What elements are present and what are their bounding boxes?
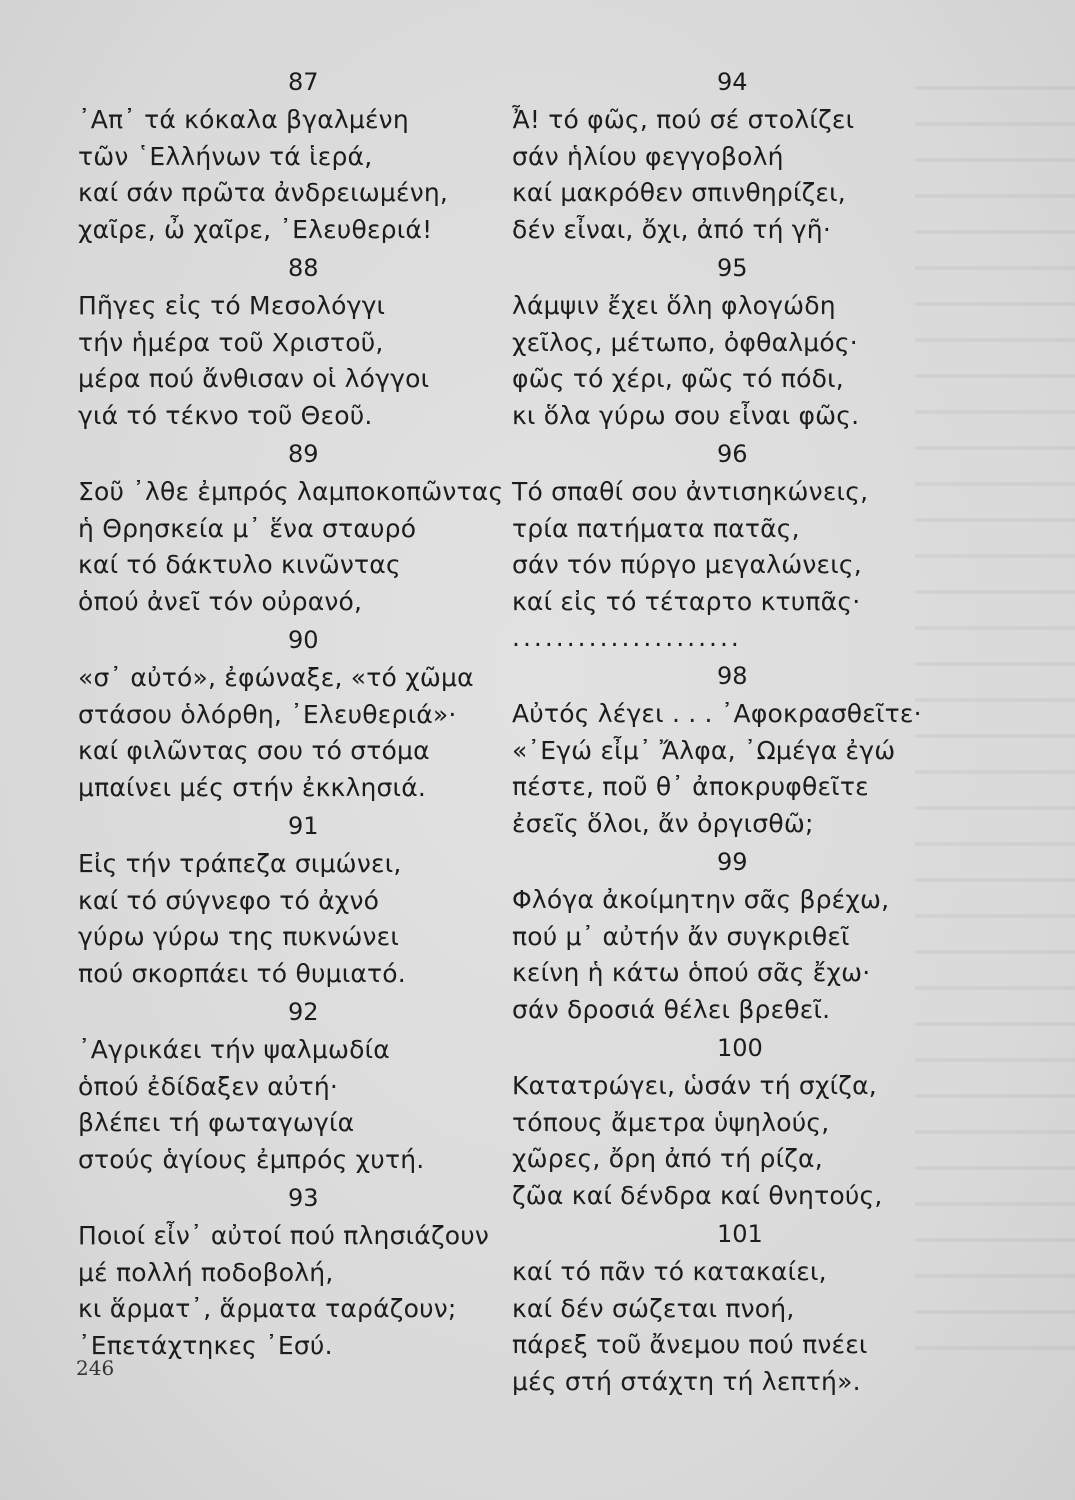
verse-line: κείνη ἡ κάτω ὁπού σᾶς ἔχω· (512, 958, 871, 987)
stanza-91 (78, 806, 498, 992)
verse-line: χεῖλος, μέτωπο, ὀφθαλμός· (512, 327, 858, 357)
stanza-88 (78, 248, 498, 434)
verse-line: Εἰς τήν τράπεζα σιμώνει, (78, 849, 402, 878)
verse-line: δέν εἶναι, ὄχι, ἀπό τή γῆ· (512, 214, 831, 244)
stanza-98 (512, 656, 932, 842)
verse-line: «᾿Εγώ εἶμ᾿ Ἄλφα, ᾿Ωμέγα ἐγώ (512, 735, 896, 765)
verse-line: ἐσεῖς ὅλοι, ἄν ὀργισθῶ; (512, 808, 814, 838)
verse-line: ᾿Αγρικάει τήν ψαλμωδία (78, 1035, 390, 1064)
verse-line: ὁπού ἀνεῖ τόν οὐρανό, (78, 586, 363, 616)
verse-line: Φλόγα ἀκοίμητην σᾶς βρέχω, (512, 885, 890, 914)
verse-line: καί φιλῶντας σου τό στόμα (78, 736, 430, 765)
verse-line: κι ὅλα γύρω σου εἶναι φῶς. (512, 400, 860, 430)
verse-line: στούς ἁγίους ἐμπρός χυτή. (78, 1144, 425, 1174)
stanza-number: 94 (717, 68, 748, 96)
stanza-number: 93 (288, 1184, 319, 1212)
verse-line: πέστε, ποῦ θ᾿ ἀποκρυφθεῖτε (512, 772, 869, 801)
verse-line: στάσου ὁλόρθη, ᾿Ελευθεριά»· (78, 699, 457, 729)
verse-line: τήν ἡμέρα τοῦ Χριστοῦ, (78, 327, 384, 357)
verse-line: Ἆ! τό φῶς, πού σέ στολίζει (512, 105, 855, 134)
verse-line: Κατατρώγει, ὡσάν τή σχίζα, (512, 1071, 877, 1100)
stanza-number: 95 (717, 254, 748, 282)
stanza-94 (512, 62, 932, 248)
stanza-number: 87 (288, 68, 319, 96)
verse-line: ὁπού ἐδίδαξεν αὐτή· (78, 1071, 339, 1101)
verse-line: Σοῦ ᾿λθε ἐμπρός λαμποκοπῶντας (78, 477, 504, 506)
verse-line: ζῶα καί δένδρα καί θνητούς, (512, 1180, 883, 1210)
stanza-number: 98 (717, 662, 748, 690)
verse-line: καί τό δάκτυλο κινῶντας (78, 550, 401, 579)
verse-line: καί τό σύγνεφο τό ἀχνό (78, 885, 380, 915)
verse-line: ἡ Θρησκεία μ᾿ ἕνα σταυρό (78, 513, 417, 543)
verse-line: σάν ἡλίου φεγγοβολή (512, 141, 784, 171)
stanza-number: 91 (288, 812, 319, 840)
verse-line: Πῆγες εἰς τό Μεσολόγγι (78, 291, 386, 320)
verse-line: σάν τόν πύργο μεγαλώνεις, (512, 550, 862, 579)
verse-line: πού σκορπάει τό θυμιατό. (78, 958, 406, 988)
stanza-number: 96 (717, 440, 748, 468)
stanza-96 (512, 434, 932, 656)
verse-line: Τό σπαθί σου ἀντισηκώνεις, (512, 477, 869, 506)
verse-line: Αὐτός λέγει . . . ᾿Αφοκρασθεῖτε· (512, 699, 922, 728)
bleed-through-texture (915, 60, 1075, 1360)
stanza-number: 92 (288, 998, 319, 1026)
verse-line: Ποιοί εἶν᾿ αὐτοί πού πλησιάζουν (78, 1221, 490, 1250)
stanza-95 (512, 248, 932, 434)
verse-line: βλέπει τή φωταγωγία (78, 1108, 355, 1137)
omission-dots: ..................... (512, 623, 742, 652)
stanza-number: 100 (717, 1034, 763, 1062)
verse-line: καί εἰς τό τέταρτο κτυπᾶς· (512, 586, 861, 616)
verse-line: σάν δροσιά θέλει βρεθεῖ. (512, 994, 831, 1024)
verse-line: ᾿Απ᾿ τά κόκαλα βγαλμένη (78, 105, 409, 134)
page-number: 246 (76, 1356, 115, 1380)
verse-line: καί σάν πρῶτα ἀνδρειωμένη, (78, 178, 449, 207)
verse-line: πάρεξ τοῦ ἄνεμου πού πνέει (512, 1330, 868, 1359)
verse-line: καί τό πᾶν τό κατακαίει, (512, 1257, 827, 1286)
stanza-93 (78, 1178, 498, 1364)
verse-line: χῶρες, ὄρη ἀπό τή ρίζα, (512, 1144, 823, 1173)
stanza-90 (78, 620, 498, 806)
verse-line: «σ᾿ αὐτό», ἐφώναξε, «τό χῶμα (78, 663, 474, 692)
verse-line: κι ἅρματ᾿, ἅρματα ταράζουν; (78, 1294, 457, 1323)
verse-line: χαῖρε, ὦ χαῖρε, ᾿Ελευθεριά! (78, 214, 433, 244)
verse-line: τρία πατήματα πατᾶς, (512, 513, 800, 543)
stanza-number: 99 (717, 848, 748, 876)
stanza-number: 101 (717, 1220, 763, 1248)
verse-line: ᾿Επετάχτηκες ᾿Εσύ. (78, 1330, 333, 1360)
verse-line: μές στή στάχτη τή λεπτή». (512, 1366, 861, 1396)
left-column (78, 62, 504, 1364)
verse-line: φῶς τό χέρι, φῶς τό πόδι, (512, 364, 844, 393)
verse-line: πού μ᾿ αὐτήν ἄν συγκριθεῖ (512, 921, 850, 951)
stanza-89 (78, 434, 504, 620)
verse-line: λάμψιν ἔχει ὅλη φλογώδη (512, 291, 836, 320)
stanza-99 (512, 842, 932, 1028)
stanza-100 (512, 1028, 932, 1214)
verse-line: τόπους ἄμετρα ὑψηλούς, (512, 1107, 830, 1137)
verse-line: γιά τό τέκνο τοῦ Θεοῦ. (78, 400, 373, 430)
verse-line: καί δέν σώζεται πνοή, (512, 1293, 795, 1323)
stanza-number: 90 (288, 626, 319, 654)
stanza-101 (512, 1214, 932, 1400)
verse-line: μέ πολλή ποδοβολή, (78, 1257, 334, 1287)
right-column (512, 62, 932, 1400)
stanza-number: 89 (288, 440, 319, 468)
verse-line: μέρα πού ἄνθισαν οἱ λόγγοι (78, 364, 430, 393)
stanza-number: 88 (288, 254, 319, 282)
verse-line: μπαίνει μές στήν ἐκκλησιά. (78, 772, 427, 802)
verse-line: τῶν ῾Ελλήνων τά ἱερά, (78, 141, 373, 171)
verse-line: καί μακρόθεν σπινθηρίζει, (512, 178, 846, 207)
verse-line: γύρω γύρω της πυκνώνει (78, 922, 400, 951)
stanza-92 (78, 992, 498, 1178)
stanza-87 (78, 62, 498, 248)
